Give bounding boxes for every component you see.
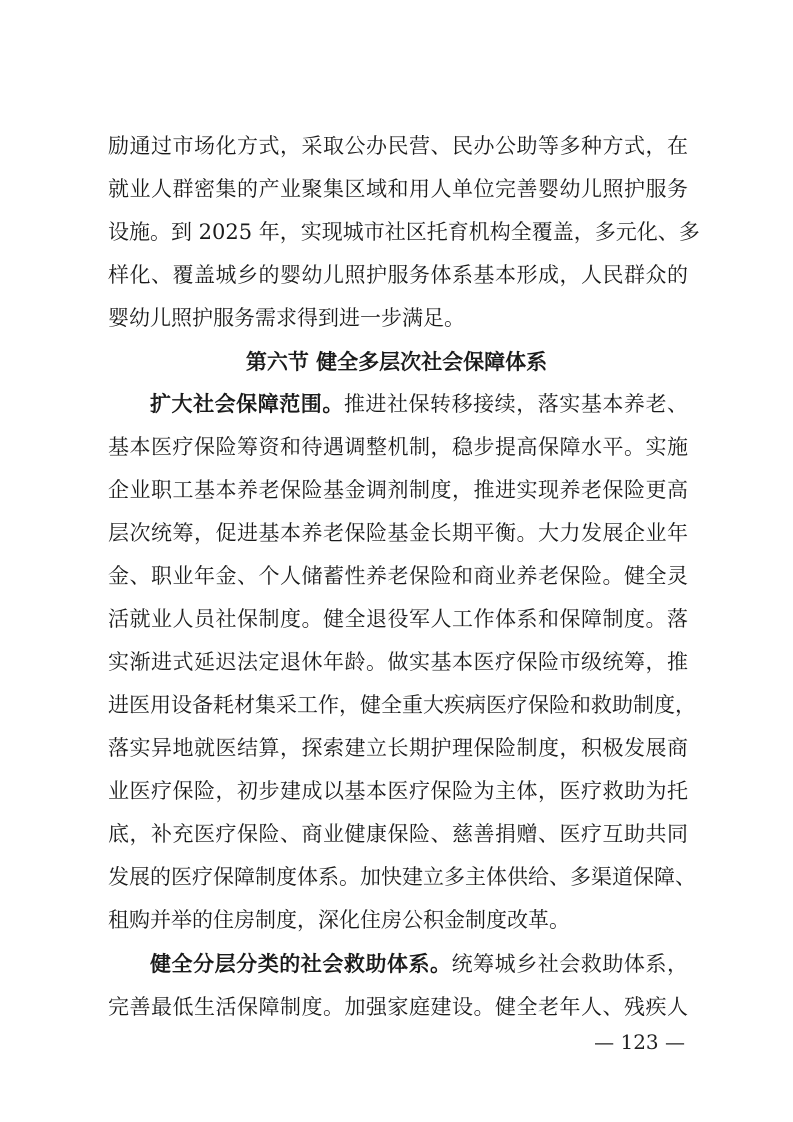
paragraph-3-line-1-text: 统筹城乡社会救助体系， (451, 952, 689, 976)
paragraph-2-line-13: 租购并举的住房制度，深化住房公积金制度改革。 (108, 908, 570, 932)
paragraph-2-line-7: 实渐进式延迟法定退休年龄。做实基本医疗保险市级统筹，推 (108, 650, 688, 674)
paragraph-2-line-11: 底，补充医疗保险、商业健康保险、慈善捐赠、医疗互助共同 (108, 822, 688, 846)
paragraph-3-line-1 (150, 951, 688, 977)
paragraph-2-line-4: 层次统筹，促进基本养老保险基金长期平衡。大力发展企业年 (108, 521, 688, 545)
paragraph-2-lead: 扩大社会保障范围。 (150, 391, 344, 416)
paragraph-2-line-12: 发展的医疗保障制度体系。加快建立多主体供给、多渠道保障、 (108, 865, 696, 889)
paragraph-1-line-1: 励通过市场化方式，采取公办民营、民办公助等多种方式，在 (108, 134, 688, 158)
paragraph-2-line-5: 金、职业年金、个人储蓄性养老保险和商业养老保险。健全灵 (108, 564, 688, 588)
paragraph-2-line-9: 落实异地就医结算，探索建立长期护理保险制度，积极发展商 (108, 736, 688, 760)
paragraph-2-line-10: 业医疗保险，初步建成以基本医疗保险为主体，医疗救助为托 (108, 779, 688, 803)
paragraph-2-line-2: 基本医疗保险筹资和待遇调整机制，稳步提高保障水平。实施 (108, 435, 688, 459)
paragraph-1-line-3: 设施。到 2025 年，实现城市社区托育机构全覆盖，多元化、多 (108, 220, 700, 244)
paragraph-1-line-4: 样化、覆盖城乡的婴幼儿照护服务体系基本形成，人民群众的 (108, 263, 688, 287)
page-number: — 123 — (594, 1030, 685, 1054)
paragraph-3-line-2: 完善最低生活保障制度。加强家庭建设。健全老年人、残疾人 (108, 995, 688, 1019)
paragraph-2-line-1 (150, 391, 688, 417)
paragraph-2-line-6: 活就业人员社保制度。健全退役军人工作体系和保障制度。落 (108, 607, 688, 631)
section-heading: 第六节 健全多层次社会保障体系 (245, 350, 548, 374)
paragraph-1-line-2: 就业人群密集的产业聚集区域和用人单位完善婴幼儿照护服务 (108, 177, 688, 201)
paragraph-2-line-8: 进医用设备耗材集采工作，健全重大疾病医疗保险和救助制度， (108, 693, 696, 717)
paragraph-2-line-1-text: 推进社保转移接续，落实基本养老、 (343, 392, 688, 416)
paragraph-1-line-5: 婴幼儿照护服务需求得到进一步满足。 (108, 306, 465, 330)
paragraph-3-lead: 健全分层分类的社会救助体系。 (150, 951, 452, 976)
paragraph-2-line-3: 企业职工基本养老保险基金调剂制度，推进实现养老保险更高 (108, 478, 688, 502)
